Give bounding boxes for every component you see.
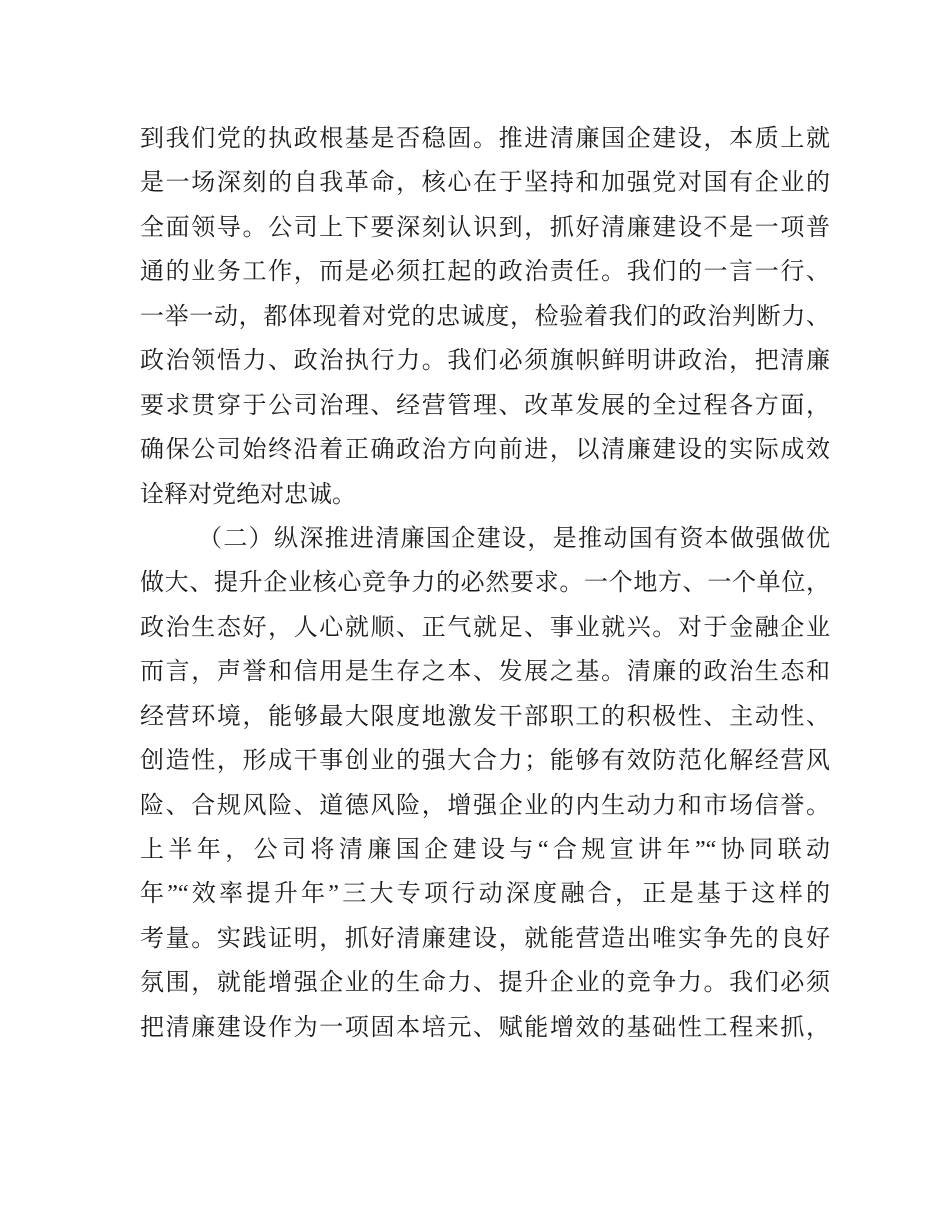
text-line: 到我们党的执政根基是否稳固。推进清廉国企建设，本质上就 <box>140 126 830 152</box>
text-block <box>140 117 830 1050</box>
text-line: 政治生态好，人心就顺、正气就足、事业就兴。对于金融企业 <box>140 614 830 641</box>
text-line: 险、合规风险、道德风险，增强企业的内生动力和市场信誉。 <box>140 792 830 819</box>
text-line: 创造性，形成干事创业的强大合力；能够有效防范化解经营风 <box>140 748 830 775</box>
text-line: （二）纵深推进清廉国企建设，是推动国有资本做强做优 <box>198 525 830 552</box>
text-line: 考量。实践证明，抓好清廉建设，就能营造出唯实争先的良好 <box>140 925 830 952</box>
text-line: 经营环境，能够最大限度地激发干部职工的积极性、主动性、 <box>140 703 830 730</box>
text-line: 氛围，就能增强企业的生命力、提升企业的竞争力。我们必须 <box>140 970 830 997</box>
text-line: 上半年，公司将清廉国企建设与“合规宣讲年”“协同联动 <box>140 837 830 863</box>
text-line: 一举一动，都体现着对党的忠诚度，检验着我们的政治判断力、 <box>140 303 830 330</box>
text-line: 做大、提升企业核心竞争力的必然要求。一个地方、一个单位， <box>140 570 830 597</box>
text-line: 而言，声誉和信用是生存之本、发展之基。清廉的政治生态和 <box>140 659 830 686</box>
text-line: 通的业务工作，而是必须扛起的政治责任。我们的一言一行、 <box>140 259 830 286</box>
text-line: 把清廉建设作为一项固本培元、赋能增效的基础性工程来抓， <box>140 1014 830 1041</box>
text-line: 年”“效率提升年”三大专项行动深度融合，正是基于这样的 <box>140 881 830 908</box>
text-line: 是一场深刻的自我革命，核心在于坚持和加强党对国有企业的 <box>140 170 830 197</box>
text-line: 政治领悟力、政治执行力。我们必须旗帜鲜明讲政治，把清廉 <box>140 348 830 375</box>
text-line: 全面领导。公司上下要深刻认识到，抓好清廉建设不是一项普 <box>140 214 830 241</box>
text-line: 要求贯穿于公司治理、经营管理、改革发展的全过程各方面， <box>140 392 830 419</box>
text-line: 确保公司始终沿着正确政治方向前进，以清廉建设的实际成效 <box>140 437 830 464</box>
text-line: 诠释对党绝对忠诚。 <box>140 481 356 508</box>
